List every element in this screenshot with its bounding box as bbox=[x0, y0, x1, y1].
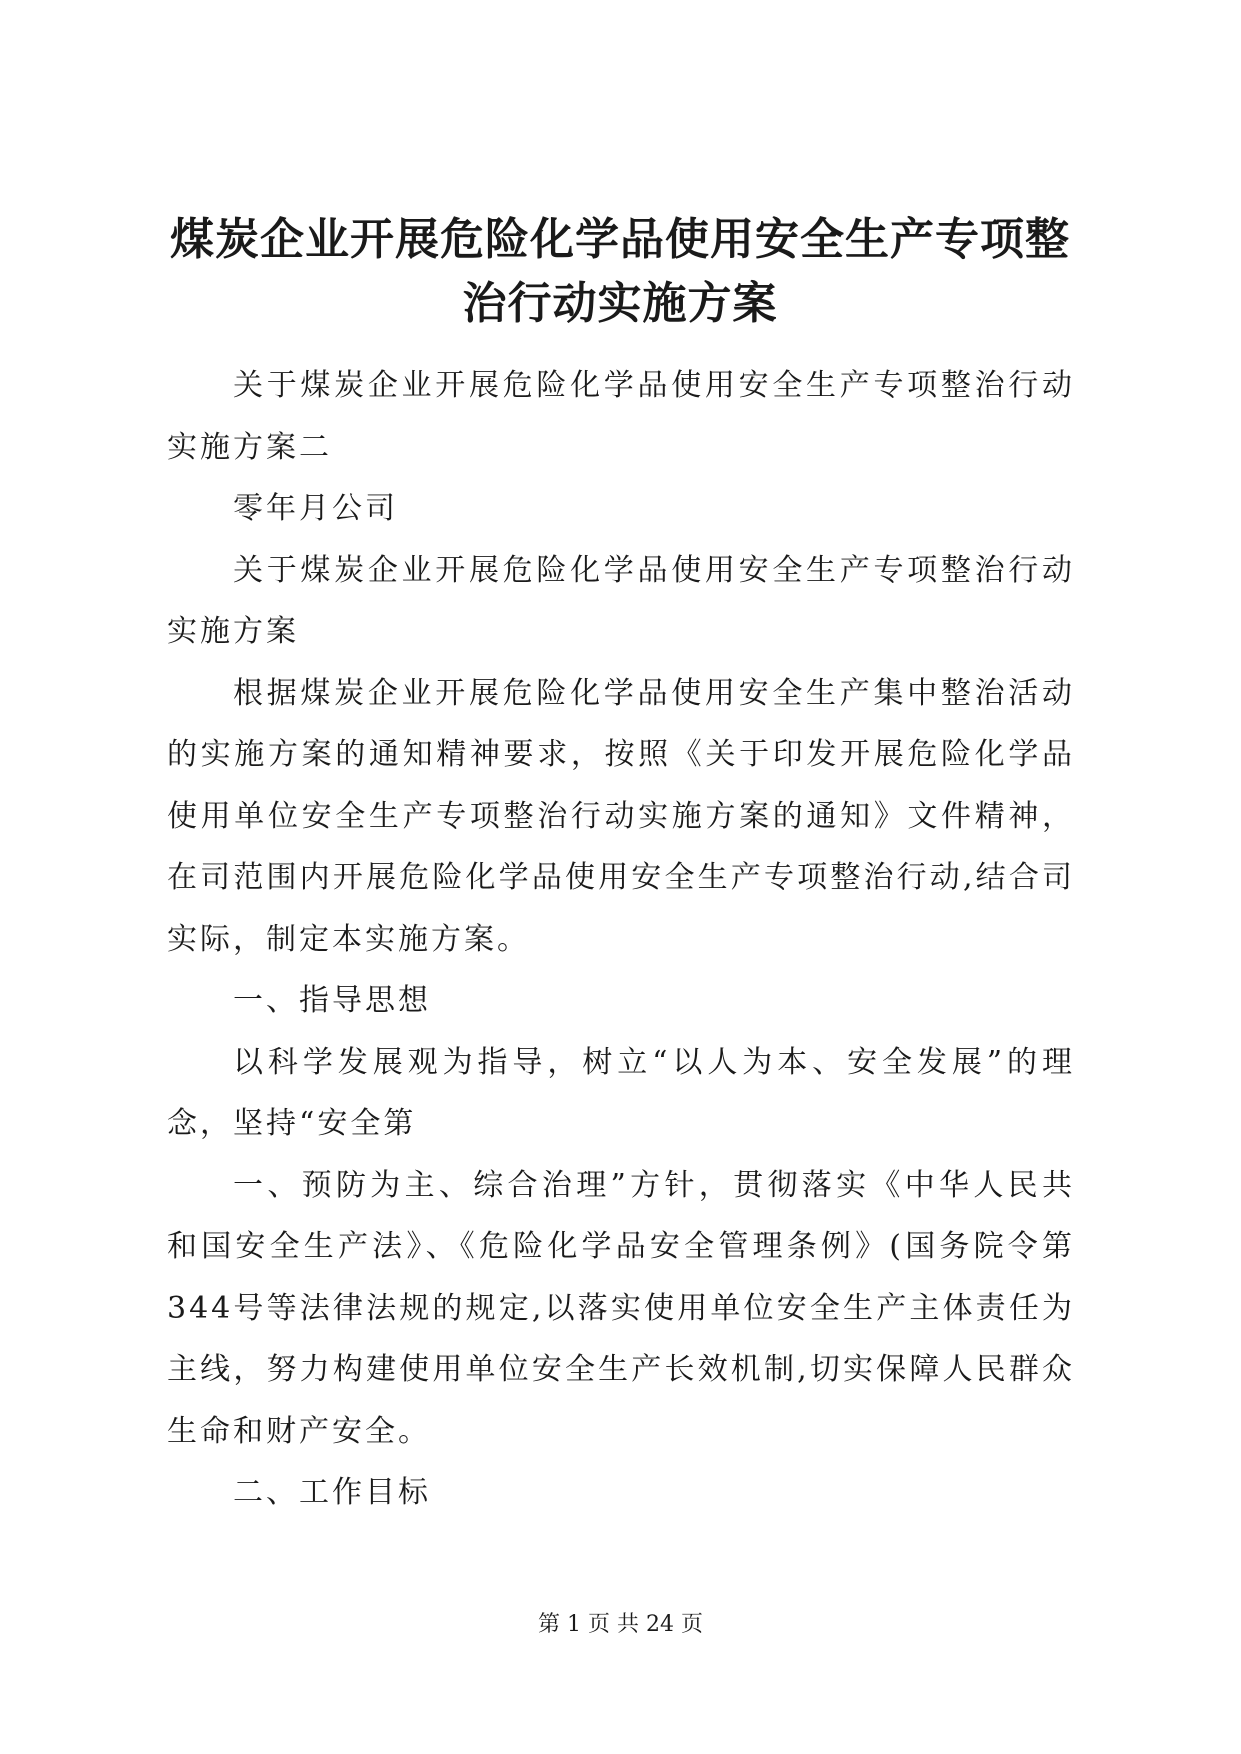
paragraph: 关于煤炭企业开展危险化学品使用安全生产专项整治行动实施方案 bbox=[167, 552, 1075, 649]
document-title: 煤炭企业开展危险化学品使用安全生产专项整治行动实施方案 bbox=[170, 214, 1070, 329]
paragraph: 一、预防为主、综合治理”方针，贯彻落实《中华人民共和国安全生产法》、《危险化学品安全管理条例》(国务院令第344号等法律法规的规定,以落实使用单位安全生产主体责任为主线，努力构建使用单位安全生产长效机制,切实保障人民群众生命和财产安全。 bbox=[167, 1167, 1075, 1449]
section-heading: 一、指导思想 bbox=[233, 983, 431, 1018]
paragraph: 以科学发展观为指导，树立“以人为本、安全发展”的理念，坚持“安全第 bbox=[167, 1044, 1075, 1141]
section-heading: 二、工作目标 bbox=[233, 1475, 431, 1510]
paragraph: 零年月公司 bbox=[233, 491, 398, 526]
document-body bbox=[167, 355, 1075, 1524]
paragraph: 根据煤炭企业开展危险化学品使用安全生产集中整治活动的实施方案的通知精神要求，按照《关于印发开展危险化学品使用单位安全生产专项整治行动实施方案的通知》文件精神，在司范围内开展危险化学品使用安全生产专项整治行动,结合司实际，制定本实施方案。 bbox=[167, 675, 1075, 957]
page-footer: 第 1 页 共 24 页 bbox=[538, 1612, 703, 1637]
paragraph: 关于煤炭企业开展危险化学品使用安全生产专项整治行动实施方案二 bbox=[167, 368, 1075, 465]
